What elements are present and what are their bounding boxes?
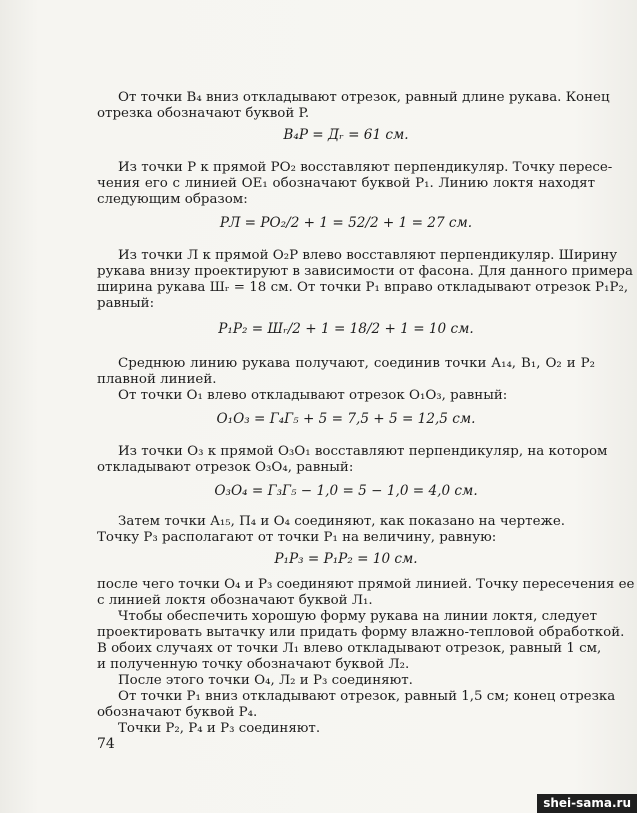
text-line: обозначают буквой P₄.: [97, 705, 258, 720]
text-line: От точки B₄ вниз откладывают отрезок, равный длине рукава. Конец: [118, 90, 610, 105]
text-line: От точки O₁ влево откладывают отрезок O₁O₃, равный:: [118, 388, 508, 403]
text-line: Из точки P к прямой PO₂ восставляют перпендикуляр. Точку пересе-: [118, 160, 613, 175]
page-number: 74: [97, 736, 115, 752]
text-line: и полученную точку обозначают буквой Л₂.: [97, 657, 410, 672]
text-line: равный:: [97, 296, 155, 311]
text-line: Затем точки A₁₅, П₄ и O₄ соединяют, как показано на чертеже.: [118, 514, 566, 529]
text-line: Точку P₃ располагают от точки P₁ на величину, равную:: [97, 530, 497, 545]
text-line: ширина рукава Шᵣ = 18 см. От точки P₁ вправо откладывают отрезок P₁P₂,: [97, 280, 629, 295]
text-line: В обоих случаях от точки Л₁ влево откладывают отрезок, равный 1 см,: [97, 641, 602, 656]
text-line: Точки P₂, P₄ и P₃ соединяют.: [118, 721, 321, 736]
text-line: плавной линией.: [97, 372, 217, 387]
text-line: чения его с линией OE₁ обозначают буквой P₁. Линию локтя находят: [97, 176, 595, 191]
text-line: После этого точки O₄, Л₂ и P₃ соединяют.: [118, 673, 413, 688]
formula: P₁P₂ = Шᵣ/2 + 1 = 18/2 + 1 = 10 см.: [218, 321, 474, 337]
text-line: с линией локтя обозначают буквой Л₁.: [97, 593, 373, 608]
formula: O₃O₄ = Г₃Г₅ − 1,0 = 5 − 1,0 = 4,0 см.: [214, 483, 478, 499]
text-line: Среднюю линию рукава получают, соединив точки A₁₄, B₁, O₂ и P₂: [118, 356, 595, 371]
text-line: отрезка обозначают буквой P.: [97, 106, 310, 121]
text-line: От точки P₁ вниз откладывают отрезок, равный 1,5 см; конец отрезка: [118, 689, 616, 704]
text-line: Чтобы обеспечить хорошую форму рукава на линии локтя, следует: [118, 609, 597, 624]
formula: PЛ = PO₂/2 + 1 = 52/2 + 1 = 27 см.: [219, 215, 473, 231]
text-line: Из точки Л к прямой O₂P влево восставляют перпендикуляр. Ширину: [118, 248, 618, 263]
formula: B₄P = Дᵣ = 61 см.: [283, 127, 409, 143]
text-line: откладывают отрезок O₃O₄, равный:: [97, 460, 354, 475]
watermark: shei-sama.ru: [537, 794, 637, 813]
text-line: проектировать вытачку или придать форму влажно-тепловой обработкой.: [97, 625, 625, 640]
text-line: следующим образом:: [97, 192, 248, 207]
formula: P₁P₃ = P₁P₂ = 10 см.: [274, 551, 418, 567]
formula: O₁O₃ = Г₄Г₅ + 5 = 7,5 + 5 = 12,5 см.: [216, 411, 476, 427]
text-line: после чего точки O₄ и P₃ соединяют прямой линией. Точку пересечения ее: [97, 577, 635, 592]
text-line: рукава внизу проектируют в зависимости от фасона. Для данного примера: [97, 264, 633, 279]
text-line: Из точки O₃ к прямой O₃O₁ восставляют перпендикуляр, на котором: [118, 444, 608, 459]
